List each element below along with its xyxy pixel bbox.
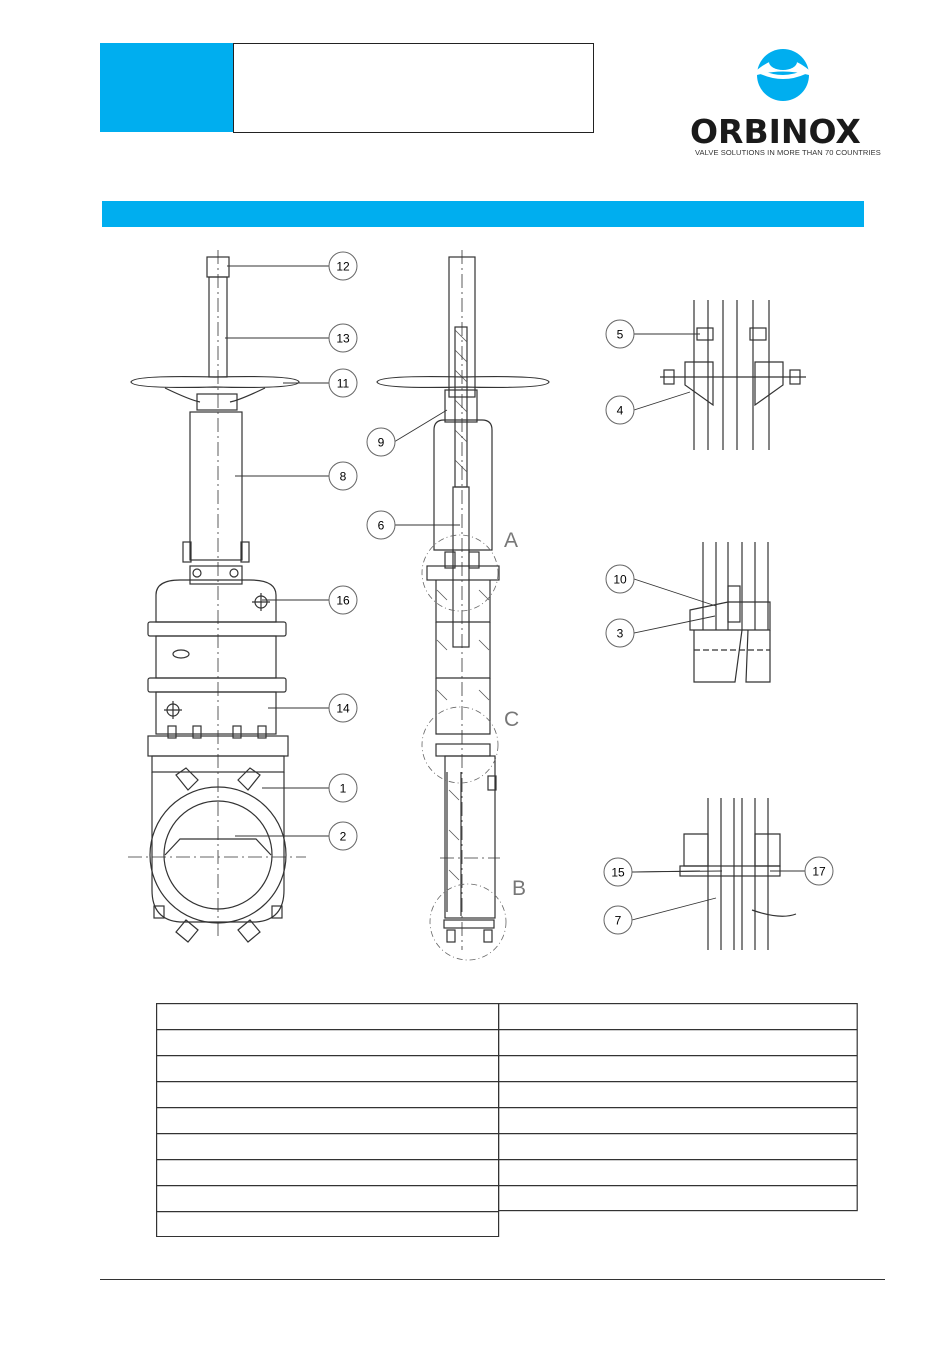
- callout-8: [329, 462, 357, 490]
- leader-lines: [225, 266, 806, 920]
- brand-name: ORBINOX: [690, 112, 861, 151]
- svg-text:15: 15: [611, 865, 625, 880]
- callout-11: [329, 369, 357, 397]
- header-color-block: [100, 43, 233, 132]
- detail-letters: [504, 529, 526, 900]
- detail-label-c: C: [504, 708, 520, 731]
- svg-text:7: 7: [614, 913, 622, 928]
- detail-circles: [422, 535, 506, 960]
- callout-13: [329, 324, 357, 352]
- callout-10: [606, 565, 634, 593]
- callout-3: [606, 619, 634, 647]
- svg-text:6: 6: [377, 518, 385, 533]
- parts-table: [156, 1003, 858, 1237]
- footer-rule: [100, 1279, 885, 1280]
- svg-text:16: 16: [336, 593, 350, 608]
- callout-17: [805, 857, 833, 885]
- valve-section-view: [377, 257, 549, 942]
- callout-1: [329, 774, 357, 802]
- svg-text:5: 5: [616, 327, 624, 342]
- svg-text:3: 3: [616, 626, 624, 641]
- svg-text:1: 1: [339, 781, 347, 796]
- detail-b-drawing: [680, 798, 796, 950]
- svg-text:2: 2: [339, 829, 347, 844]
- detail-c-drawing: [690, 542, 770, 682]
- detail-label-a: A: [504, 529, 519, 552]
- section-bar: [102, 201, 864, 227]
- callout-7: [604, 906, 632, 934]
- detail-label-b: B: [512, 877, 527, 900]
- callout-bubbles: [329, 252, 833, 934]
- orbinox-emblem-icon: [690, 48, 880, 112]
- callout-4: [606, 396, 634, 424]
- orbinox-logo: [690, 48, 880, 160]
- callout-6: [367, 511, 395, 539]
- valve-technical-drawing: [0, 230, 950, 970]
- detail-a-drawing: [660, 300, 806, 450]
- svg-text:14: 14: [336, 701, 350, 716]
- callout-12: [329, 252, 357, 280]
- callout-15: [604, 858, 632, 886]
- svg-text:11: 11: [336, 376, 350, 391]
- svg-text:17: 17: [812, 864, 826, 879]
- svg-text:4: 4: [616, 403, 624, 418]
- svg-text:8: 8: [339, 469, 347, 484]
- svg-text:10: 10: [613, 572, 627, 587]
- callout-9: [367, 428, 395, 456]
- valve-front-view: [131, 257, 299, 942]
- callout-16: [329, 586, 357, 614]
- callout-2: [329, 822, 357, 850]
- header-title-box: [233, 43, 594, 133]
- callout-14: [329, 694, 357, 722]
- callout-5: [606, 320, 634, 348]
- svg-text:12: 12: [336, 259, 350, 274]
- brand-tagline: VALVE SOLUTIONS IN MORE THAN 70 COUNTRIES: [695, 148, 881, 157]
- svg-text:9: 9: [377, 435, 385, 450]
- parts-table-left-column: [157, 1004, 499, 1237]
- svg-text:13: 13: [336, 331, 350, 346]
- front-center-lines: [128, 250, 306, 940]
